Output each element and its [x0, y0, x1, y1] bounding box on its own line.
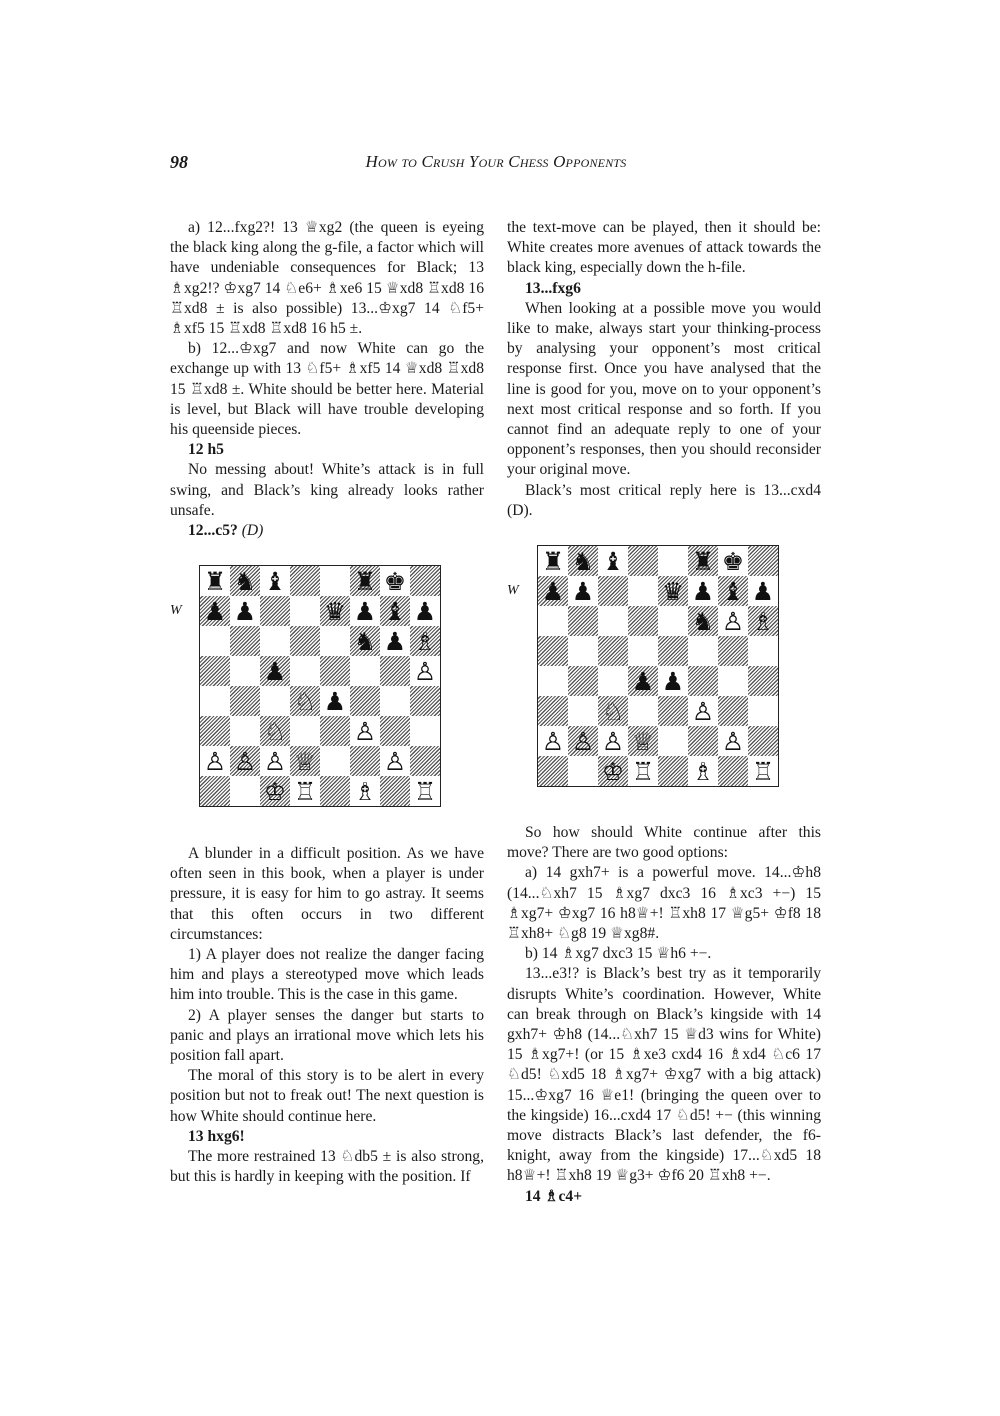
- square-b4: [230, 686, 260, 716]
- square-f7: [688, 576, 718, 606]
- square-d6: [290, 626, 320, 656]
- square-e1: [320, 776, 350, 806]
- chess-piece-icon: ♟: [661, 666, 685, 696]
- square-a4: [538, 666, 568, 696]
- paragraph: So how should White continue after this move? There are two good options:: [507, 824, 821, 862]
- chess-piece-icon: ♘: [601, 696, 625, 726]
- square-f3: [688, 696, 718, 726]
- move-text: 12...c5?: [188, 522, 238, 540]
- chess-piece-icon: ♙: [413, 656, 437, 686]
- chess-piece-icon: ♙: [353, 716, 377, 746]
- chess-piece-icon: ♟: [631, 666, 655, 696]
- square-d6: [628, 606, 658, 636]
- square-c2: [260, 746, 290, 776]
- square-e8: [658, 546, 688, 576]
- square-b8: [568, 546, 598, 576]
- paragraph: 13...e3!? is Black’s best try as it temporarily disrupts White’s coordination. However, White can break through on Black’s kingside with 14 gxh7+ ♔h8 (14...♘xh7 15 ♕d3 wins for White) 15 ♗xg7+! (or 15 ♗xe3 cxd4 16 ♗xd4 ♘c6 17 ♘d5! ♘xd5 18 ♗xg7+ ♔xg7 with a big attack) 15...♔xg7 16 ♕e1! (bringing the queen over to the kingside) 16...cxd4 17 ♘d5! +− (this winning move distracts Black’s last defender, the f6-knight, away from the kingside) 17...♘xd5 18 h8♕+! ♖xh8 19 ♕g3+ ♔f6 20 ♖xh8 +−.: [507, 965, 821, 1185]
- chess-piece-icon: ♚: [721, 546, 745, 576]
- right-column-lower: [507, 823, 821, 1207]
- running-title: How to Crush Your Chess Opponents: [365, 152, 627, 171]
- square-g8: [380, 566, 410, 596]
- page-number: 98: [170, 152, 188, 172]
- chess-diagram-2: [507, 545, 787, 795]
- square-a6: [200, 626, 230, 656]
- paragraph: b) 14 ♗xg7 dxc3 15 ♕h6 +−.: [525, 945, 712, 963]
- square-g1: [718, 756, 748, 786]
- square-h7: [748, 576, 778, 606]
- square-e4: [320, 686, 350, 716]
- left-column-lower: [170, 844, 484, 1187]
- square-h3: [410, 716, 440, 746]
- chess-piece-icon: ♝: [721, 576, 745, 606]
- chess-board: [199, 565, 441, 807]
- chess-piece-icon: ♙: [601, 726, 625, 756]
- diagram-marker: (D): [241, 522, 264, 540]
- square-b4: [568, 666, 598, 696]
- square-e3: [320, 716, 350, 746]
- square-g8: [718, 546, 748, 576]
- square-h2: [748, 726, 778, 756]
- square-h2: [410, 746, 440, 776]
- square-h4: [410, 686, 440, 716]
- right-column-upper: [507, 218, 821, 521]
- square-b6: [230, 626, 260, 656]
- square-e4: [658, 666, 688, 696]
- square-f1: [350, 776, 380, 806]
- square-a3: [538, 696, 568, 726]
- chess-piece-icon: ♞: [353, 626, 377, 656]
- square-e3: [658, 696, 688, 726]
- chess-piece-icon: ♘: [293, 686, 317, 716]
- square-d1: [290, 776, 320, 806]
- chess-piece-icon: ♙: [571, 726, 595, 756]
- square-e2: [658, 726, 688, 756]
- chess-piece-icon: ♞: [571, 546, 595, 576]
- square-c6: [260, 626, 290, 656]
- square-d7: [628, 576, 658, 606]
- square-b5: [230, 656, 260, 686]
- square-h1: [410, 776, 440, 806]
- chess-piece-icon: ♞: [691, 606, 715, 636]
- square-f7: [350, 596, 380, 626]
- square-c4: [260, 686, 290, 716]
- square-f5: [688, 636, 718, 666]
- chess-piece-icon: ♙: [263, 746, 287, 776]
- chess-piece-icon: ♕: [631, 726, 655, 756]
- square-b7: [568, 576, 598, 606]
- square-d2: [290, 746, 320, 776]
- paragraph: A blunder in a difficult position. As we have often seen in this book, when a player is under pressure, it is easy for him to go astray. It seems that this often occurs in two different circumstances:: [170, 845, 484, 943]
- chess-piece-icon: ♟: [323, 686, 347, 716]
- chess-piece-icon: ♝: [263, 566, 287, 596]
- square-e7: [320, 596, 350, 626]
- side-to-move-label: W: [507, 583, 519, 598]
- paragraph: 2) A player senses the danger but starts to panic and plays an irrational move which lets his position fall apart.: [170, 1006, 484, 1065]
- square-a8: [200, 566, 230, 596]
- square-e1: [658, 756, 688, 786]
- chess-piece-icon: ♟: [263, 656, 287, 686]
- square-c3: [598, 696, 628, 726]
- chess-piece-icon: ♖: [751, 756, 775, 786]
- square-b2: [230, 746, 260, 776]
- square-h4: [748, 666, 778, 696]
- square-h1: [748, 756, 778, 786]
- square-f4: [688, 666, 718, 696]
- move-heading: [507, 279, 821, 299]
- chess-piece-icon: ♟: [691, 576, 715, 606]
- square-c7: [260, 596, 290, 626]
- square-e8: [320, 566, 350, 596]
- square-a5: [200, 656, 230, 686]
- left-column-upper: [170, 218, 484, 541]
- square-a8: [538, 546, 568, 576]
- square-a2: [538, 726, 568, 756]
- square-b7: [230, 596, 260, 626]
- square-a5: [538, 636, 568, 666]
- move-text: 13...fxg6: [525, 279, 581, 297]
- chess-piece-icon: ♗: [691, 756, 715, 786]
- chess-piece-icon: ♙: [233, 746, 257, 776]
- paragraph: a) 14 gxh7+ is a powerful move. 14...♔h8 (14...♘xh7 15 ♗xg7 dxc3 16 ♗xc3 +−) 15 ♗xg7+ ♔xg7 16 h8♕+! ♖xh8 17 ♕g5+ ♔f8 18 ♖xh8+ ♘g8 19 ♕xg8#.: [507, 864, 821, 943]
- square-d5: [628, 636, 658, 666]
- chess-piece-icon: ♙: [203, 746, 227, 776]
- chess-piece-icon: ♜: [541, 546, 565, 576]
- chess-piece-icon: ♗: [353, 776, 377, 806]
- square-g7: [380, 596, 410, 626]
- chess-piece-icon: ♙: [383, 746, 407, 776]
- square-f4: [350, 686, 380, 716]
- paragraph: When looking at a possible move you would like to make, always start your thinking-process by analysing your opponent’s most critical response first. Once you have analysed that the line is good for you, move on to your opponent’s next most critical response and so forth. If you cannot find an adequate reply to one of your opponent’s responses, then you should reconsider your original move.: [507, 299, 821, 479]
- square-g2: [380, 746, 410, 776]
- square-d8: [290, 566, 320, 596]
- square-g5: [380, 656, 410, 686]
- square-f3: [350, 716, 380, 746]
- square-d3: [628, 696, 658, 726]
- square-a7: [538, 576, 568, 606]
- move-heading: [170, 521, 484, 541]
- square-c1: [260, 776, 290, 806]
- chess-piece-icon: ♙: [721, 726, 745, 756]
- square-a1: [200, 776, 230, 806]
- chess-piece-icon: ♗: [413, 626, 437, 656]
- square-b8: [230, 566, 260, 596]
- square-c3: [260, 716, 290, 746]
- square-g7: [718, 576, 748, 606]
- square-g6: [380, 626, 410, 656]
- square-g3: [718, 696, 748, 726]
- square-d5: [290, 656, 320, 686]
- square-g4: [380, 686, 410, 716]
- square-b3: [568, 696, 598, 726]
- square-c1: [598, 756, 628, 786]
- chess-piece-icon: ♗: [751, 606, 775, 636]
- square-h6: [410, 626, 440, 656]
- square-d1: [628, 756, 658, 786]
- move-text: 13 hxg6!: [188, 1127, 245, 1145]
- chess-diagram-1: [170, 565, 450, 815]
- paragraph: 1) A player does not realize the danger facing him and plays a stereotyped move which leads him into trouble. This is the case in this game.: [170, 946, 484, 1004]
- paragraph: No messing about! White’s attack is in full swing, and Black’s king already looks rather unsafe.: [170, 461, 484, 519]
- square-e2: [320, 746, 350, 776]
- square-e7: [658, 576, 688, 606]
- square-e6: [658, 606, 688, 636]
- paragraph: the text-move can be played, then it should be: White creates more avenues of attack towards the black king, especially down the h-file.: [507, 219, 821, 277]
- square-c6: [598, 606, 628, 636]
- chess-piece-icon: ♞: [233, 566, 257, 596]
- chess-piece-icon: ♚: [383, 566, 407, 596]
- chess-piece-icon: ♙: [721, 606, 745, 636]
- paragraph: The more restrained 13 ♘db5 ± is also strong, but this is hardly in keeping with the position. If: [170, 1148, 484, 1186]
- square-b1: [230, 776, 260, 806]
- chess-piece-icon: ♟: [353, 596, 377, 626]
- square-h6: [748, 606, 778, 636]
- square-g4: [718, 666, 748, 696]
- square-e5: [320, 656, 350, 686]
- square-h5: [748, 636, 778, 666]
- chess-piece-icon: ♟: [383, 626, 407, 656]
- square-b5: [568, 636, 598, 666]
- square-c2: [598, 726, 628, 756]
- chess-piece-icon: ♛: [323, 596, 347, 626]
- move-heading: [170, 440, 484, 460]
- square-g3: [380, 716, 410, 746]
- chess-piece-icon: ♟: [233, 596, 257, 626]
- chess-piece-icon: ♖: [293, 776, 317, 806]
- move-text: 14 ♗c4+: [525, 1187, 583, 1205]
- square-d7: [290, 596, 320, 626]
- paragraph: a) 12...fxg2?! 13 ♕xg2 (the queen is eyeing the black king along the g-file, a factor which will have undeniable consequences for Black; 13 ♗xg2!? ♔xg7 14 ♘e6+ ♗xe6 15 ♕xd8 ♖xd8 16 ♖xd8 ± is also possible) 13...♔xg7 14 ♘f5+ ♗xf5 15 ♖xd8 ♖xd8 16 h5 ±.: [170, 219, 484, 338]
- chess-piece-icon: ♜: [353, 566, 377, 596]
- move-text: 12 h5: [188, 441, 224, 459]
- square-b1: [568, 756, 598, 786]
- square-f8: [350, 566, 380, 596]
- chess-piece-icon: ♛: [661, 576, 685, 606]
- chess-piece-icon: ♝: [383, 596, 407, 626]
- square-f1: [688, 756, 718, 786]
- paragraph: Black’s most critical reply here is 13...cxd4 (D).: [507, 481, 821, 519]
- square-f2: [350, 746, 380, 776]
- square-h8: [410, 566, 440, 596]
- square-b3: [230, 716, 260, 746]
- square-d4: [290, 686, 320, 716]
- square-b2: [568, 726, 598, 756]
- chess-piece-icon: ♝: [601, 546, 625, 576]
- chess-piece-icon: ♜: [691, 546, 715, 576]
- square-g6: [718, 606, 748, 636]
- square-c5: [260, 656, 290, 686]
- square-f5: [350, 656, 380, 686]
- chess-piece-icon: ♙: [691, 696, 715, 726]
- chess-piece-icon: ♟: [203, 596, 227, 626]
- square-c8: [260, 566, 290, 596]
- square-g1: [380, 776, 410, 806]
- square-d3: [290, 716, 320, 746]
- chess-piece-icon: ♙: [541, 726, 565, 756]
- chess-piece-icon: ♘: [263, 716, 287, 746]
- square-d2: [628, 726, 658, 756]
- chess-piece-icon: ♟: [541, 576, 565, 606]
- move-heading: [507, 1187, 821, 1207]
- paragraph: The moral of this story is to be alert in every position but not to freak out! The next question is how White should continue here.: [170, 1067, 484, 1125]
- chess-piece-icon: ♔: [263, 776, 287, 806]
- square-h8: [748, 546, 778, 576]
- square-a4: [200, 686, 230, 716]
- chess-piece-icon: ♕: [293, 746, 317, 776]
- page-header: [170, 152, 822, 178]
- square-h7: [410, 596, 440, 626]
- square-h5: [410, 656, 440, 686]
- square-a3: [200, 716, 230, 746]
- move-heading: [170, 1127, 484, 1147]
- square-a6: [538, 606, 568, 636]
- chess-piece-icon: ♔: [601, 756, 625, 786]
- chess-piece-icon: ♜: [203, 566, 227, 596]
- chess-piece-icon: ♟: [571, 576, 595, 606]
- square-a1: [538, 756, 568, 786]
- side-to-move-label: W: [170, 603, 182, 618]
- square-b6: [568, 606, 598, 636]
- square-e5: [658, 636, 688, 666]
- square-g5: [718, 636, 748, 666]
- square-a7: [200, 596, 230, 626]
- paragraph: b) 12...♔xg7 and now White can go the exchange up with 13 ♘f5+ ♗xf5 14 ♕xd8 ♖xd8 15 ♖xd8 ±. White should be better here. Material is level, but Black will have trouble developing his queenside pieces.: [170, 340, 484, 439]
- square-d4: [628, 666, 658, 696]
- chess-piece-icon: ♟: [751, 576, 775, 606]
- square-c8: [598, 546, 628, 576]
- square-f6: [688, 606, 718, 636]
- square-e6: [320, 626, 350, 656]
- square-c4: [598, 666, 628, 696]
- square-c7: [598, 576, 628, 606]
- square-h3: [748, 696, 778, 726]
- square-f2: [688, 726, 718, 756]
- square-c5: [598, 636, 628, 666]
- square-d8: [628, 546, 658, 576]
- chess-piece-icon: ♖: [413, 776, 437, 806]
- square-a2: [200, 746, 230, 776]
- chess-piece-icon: ♟: [413, 596, 437, 626]
- chess-piece-icon: ♖: [631, 756, 655, 786]
- chess-board: [537, 545, 779, 787]
- square-g2: [718, 726, 748, 756]
- square-f8: [688, 546, 718, 576]
- square-f6: [350, 626, 380, 656]
